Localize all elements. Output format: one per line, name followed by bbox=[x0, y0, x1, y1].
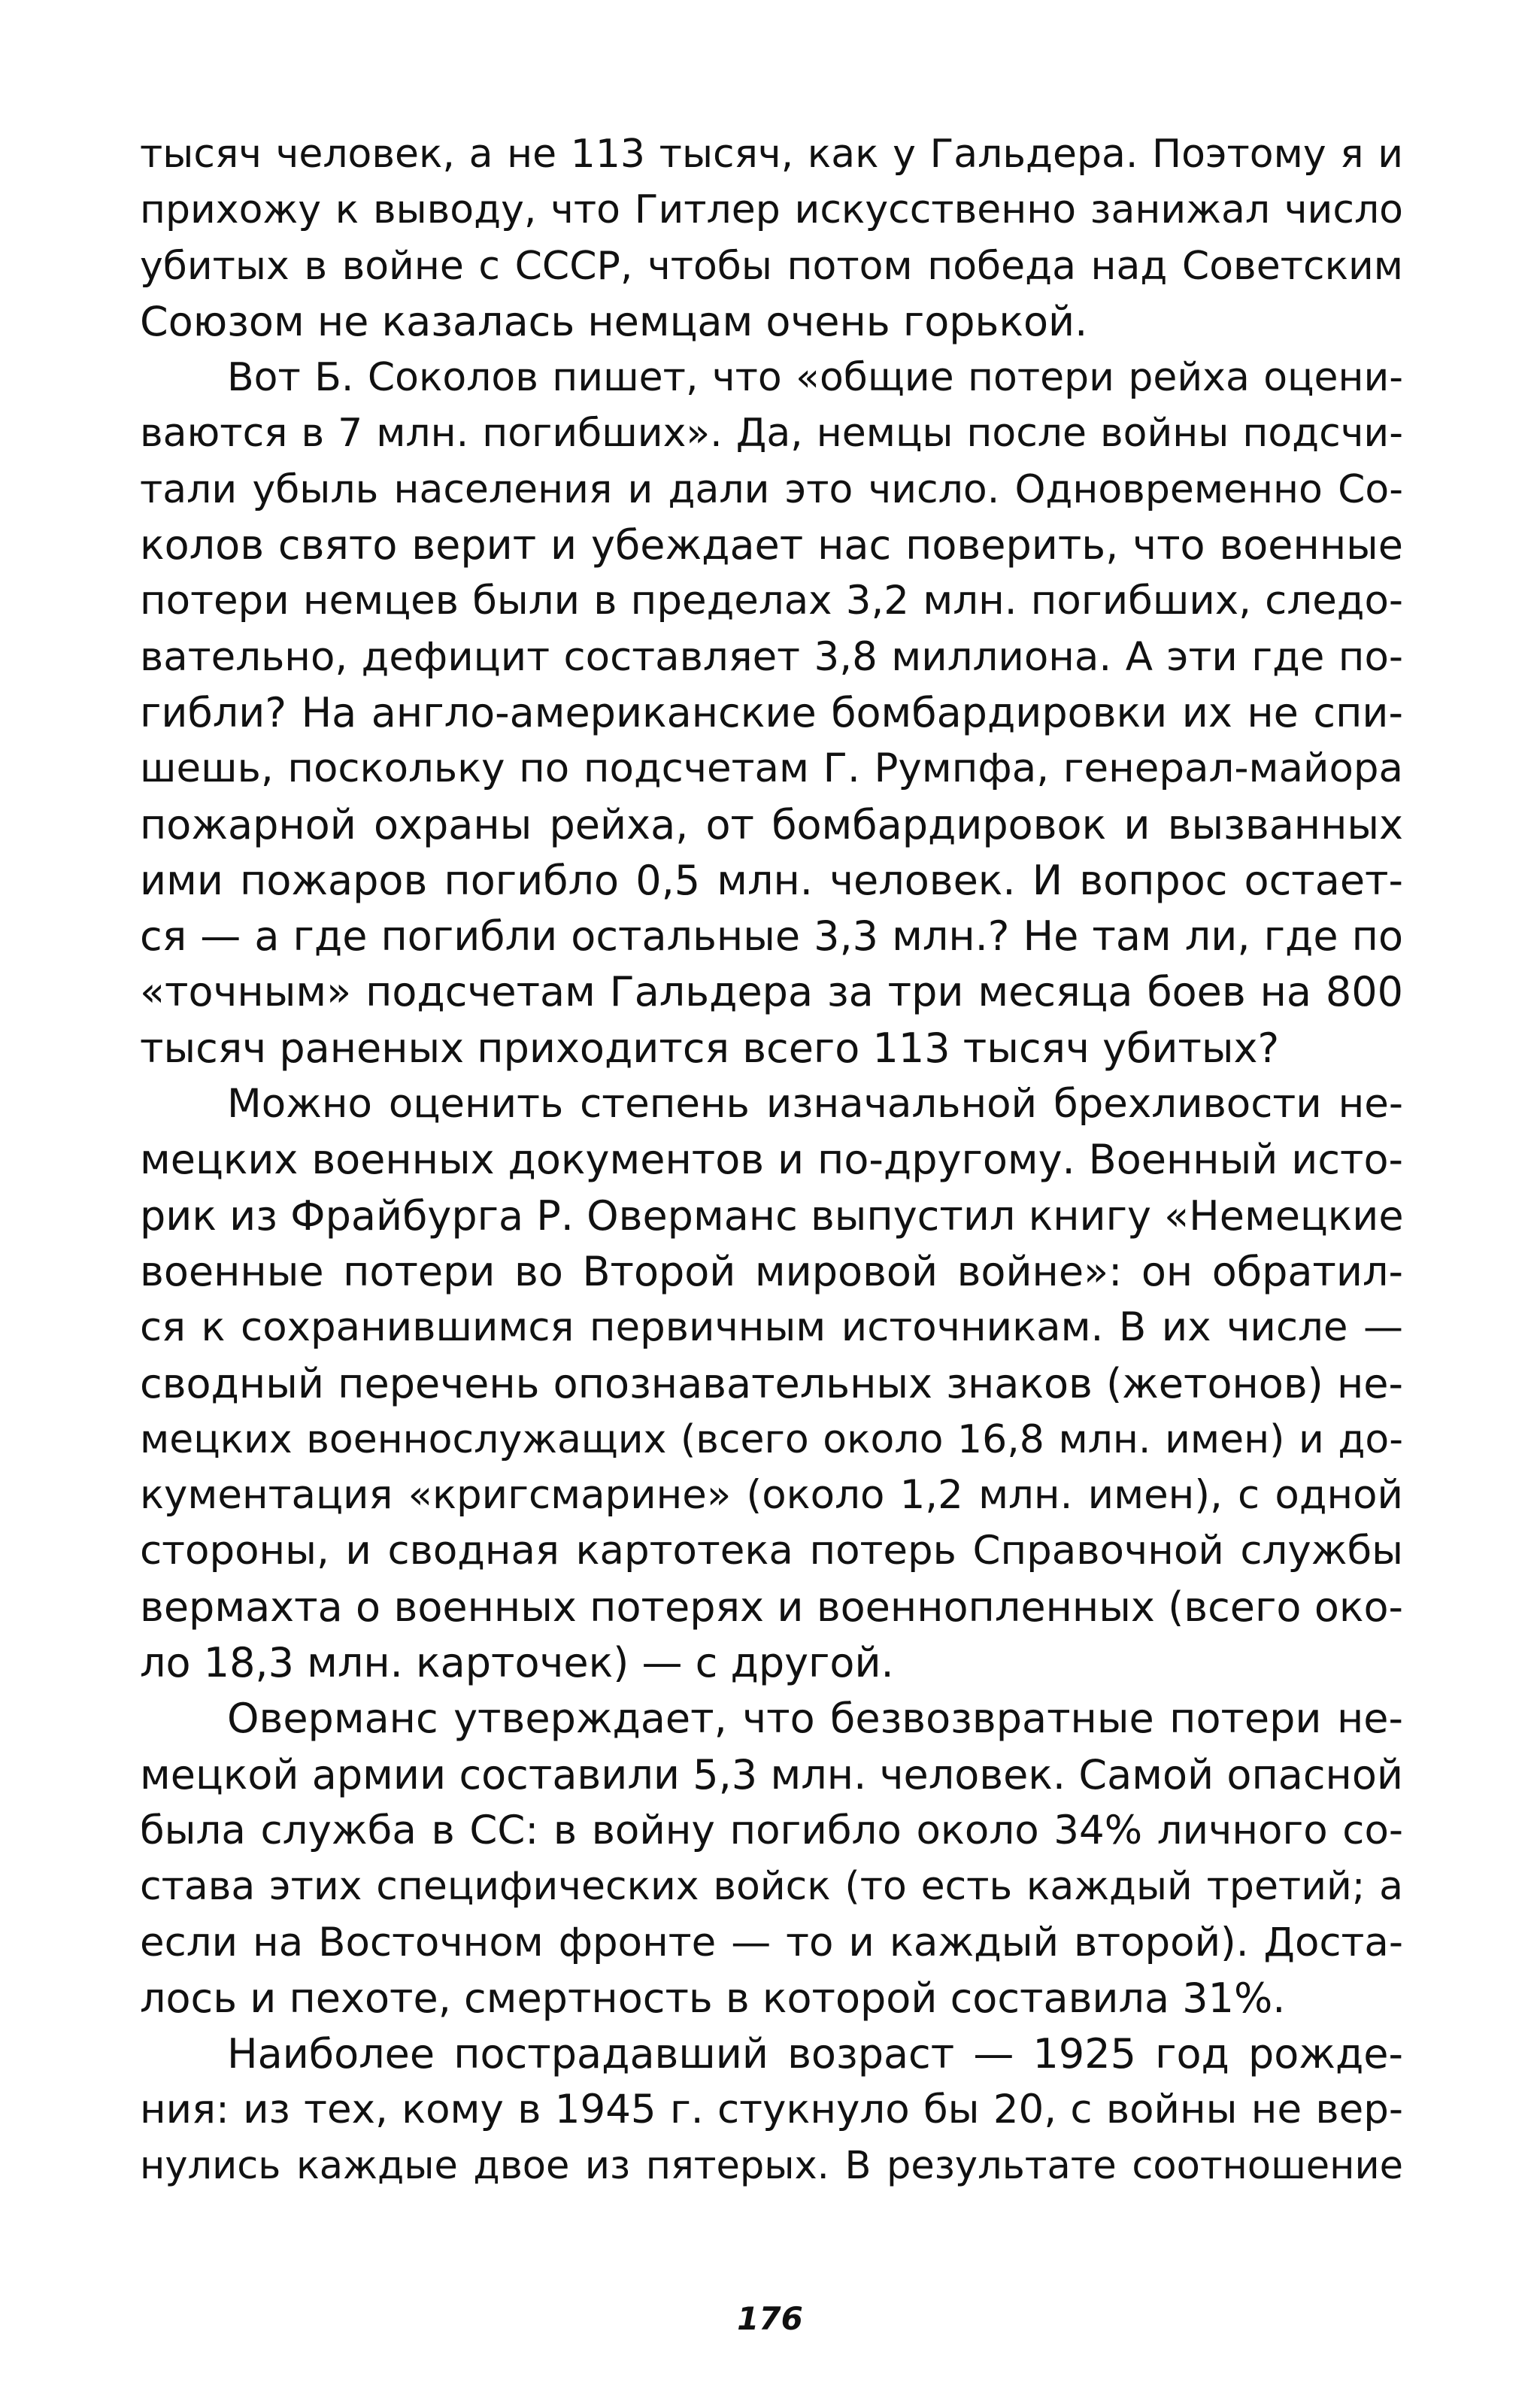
text-line: става этих специфических войск (то есть каждый третий; а bbox=[140, 1864, 1403, 1910]
text-line: прихожу к выводу, что Гитлер искусственно занижал число bbox=[140, 187, 1403, 233]
text-line: тали убыль населения и дали это число. Одновременно Со- bbox=[140, 466, 1403, 512]
text-line: Можно оценить степень изначальной брехливости не- bbox=[227, 1081, 1403, 1128]
text-line: ло 18,3 млн. карточек) — с другой. bbox=[140, 1639, 894, 1687]
text-line: военные потери во Второй мировой войне»: он обратил- bbox=[140, 1247, 1403, 1295]
text-line: Союзом не казалась немцам очень горькой. bbox=[140, 297, 1088, 345]
text-line: пожарной охраны рейха, от бомбардировок и вызванных bbox=[140, 800, 1403, 848]
text-line: ими пожаров погибло 0,5 млн. человек. И вопрос остает- bbox=[140, 856, 1403, 904]
paragraph bbox=[140, 1076, 1403, 1691]
text-line: ся к сохранившимся первичным источникам. В их числе — bbox=[140, 1304, 1403, 1351]
text-line: убитых в войне с СССР, чтобы потом победа над Советским bbox=[140, 243, 1403, 289]
text-line: гибли? На англо-американские бомбардировки их не спи- bbox=[140, 688, 1403, 736]
text-line: нулись каждые двое из пятерых. В результате соотношение bbox=[140, 2143, 1403, 2188]
text-line: мецких военных документов и по-другому. Военный исто- bbox=[140, 1136, 1403, 1184]
paragraph bbox=[140, 1691, 1403, 2026]
text-line: колов свято верит и убеждает нас поверить, что военные bbox=[140, 521, 1403, 569]
text-line: потери немцев были в пределах 3,2 млн. погибших, следо- bbox=[140, 578, 1403, 624]
text-line: ся — а где погибли остальные 3,3 млн.? Не там ли, где по bbox=[140, 912, 1403, 961]
text-line: кументация «кригсмарине» (около 1,2 млн. имен), с одной bbox=[140, 1472, 1403, 1519]
text-line: Наиболее пострадавший возраст — 1925 год рожде- bbox=[227, 2030, 1403, 2078]
paragraph bbox=[140, 126, 1403, 350]
text-line: если на Восточном фронте — то и каждый второй). Доста- bbox=[140, 1919, 1403, 1965]
text-line: тысяч человек, а не 113 тысяч, как у Гальдера. Поэтому я и bbox=[140, 132, 1403, 177]
text-line: была служба в СС: в войну погибло около 34% личного со- bbox=[140, 1807, 1403, 1853]
body-text bbox=[140, 126, 1403, 2194]
text-line: мецких военнослужащих (всего около 16,8 млн. имен) и до- bbox=[140, 1416, 1403, 1462]
text-line: Оверманс утверждает, что безвозвратные потери не- bbox=[227, 1695, 1403, 1743]
paragraph bbox=[140, 2026, 1403, 2194]
text-line: лось и пехоте, смертность в которой составила 31%. bbox=[140, 1974, 1286, 2022]
text-line: вермахта о военных потерях и военнопленных (всего око- bbox=[140, 1583, 1403, 1631]
page-number: 176 bbox=[737, 2300, 803, 2337]
text-line: ния: из тех, кому в 1945 г. стукнуло бы 20, с войны не вер- bbox=[140, 2087, 1403, 2133]
text-line: рик из Фрайбурга Р. Оверманс выпустил книгу «Немецкие bbox=[140, 1191, 1404, 1240]
paragraph bbox=[140, 350, 1403, 1076]
text-line: ваются в 7 млн. погибших». Да, немцы после войны подсчи- bbox=[140, 411, 1403, 457]
text-line: мецкой армии составили 5,3 млн. человек. Самой опасной bbox=[140, 1750, 1403, 1798]
text-line: вательно, дефицит составляет 3,8 миллиона. А эти где по- bbox=[140, 633, 1403, 680]
text-line: сводный перечень опознавательных знаков (жетонов) не- bbox=[140, 1359, 1403, 1407]
text-line: Вот Б. Соколов пишет, что «общие потери рейха оцени- bbox=[227, 355, 1403, 401]
text-line: тысяч раненых приходится всего 113 тысяч убитых? bbox=[140, 1024, 1280, 1072]
text-line: стороны, и сводная картотека потерь Справочной службы bbox=[140, 1528, 1403, 1574]
text-line: шешь, поскольку по подсчетам Г. Румпфа, генерал-майора bbox=[140, 745, 1403, 792]
text-line: «точным» подсчетам Гальдера за три месяца боев на 800 bbox=[140, 968, 1403, 1016]
